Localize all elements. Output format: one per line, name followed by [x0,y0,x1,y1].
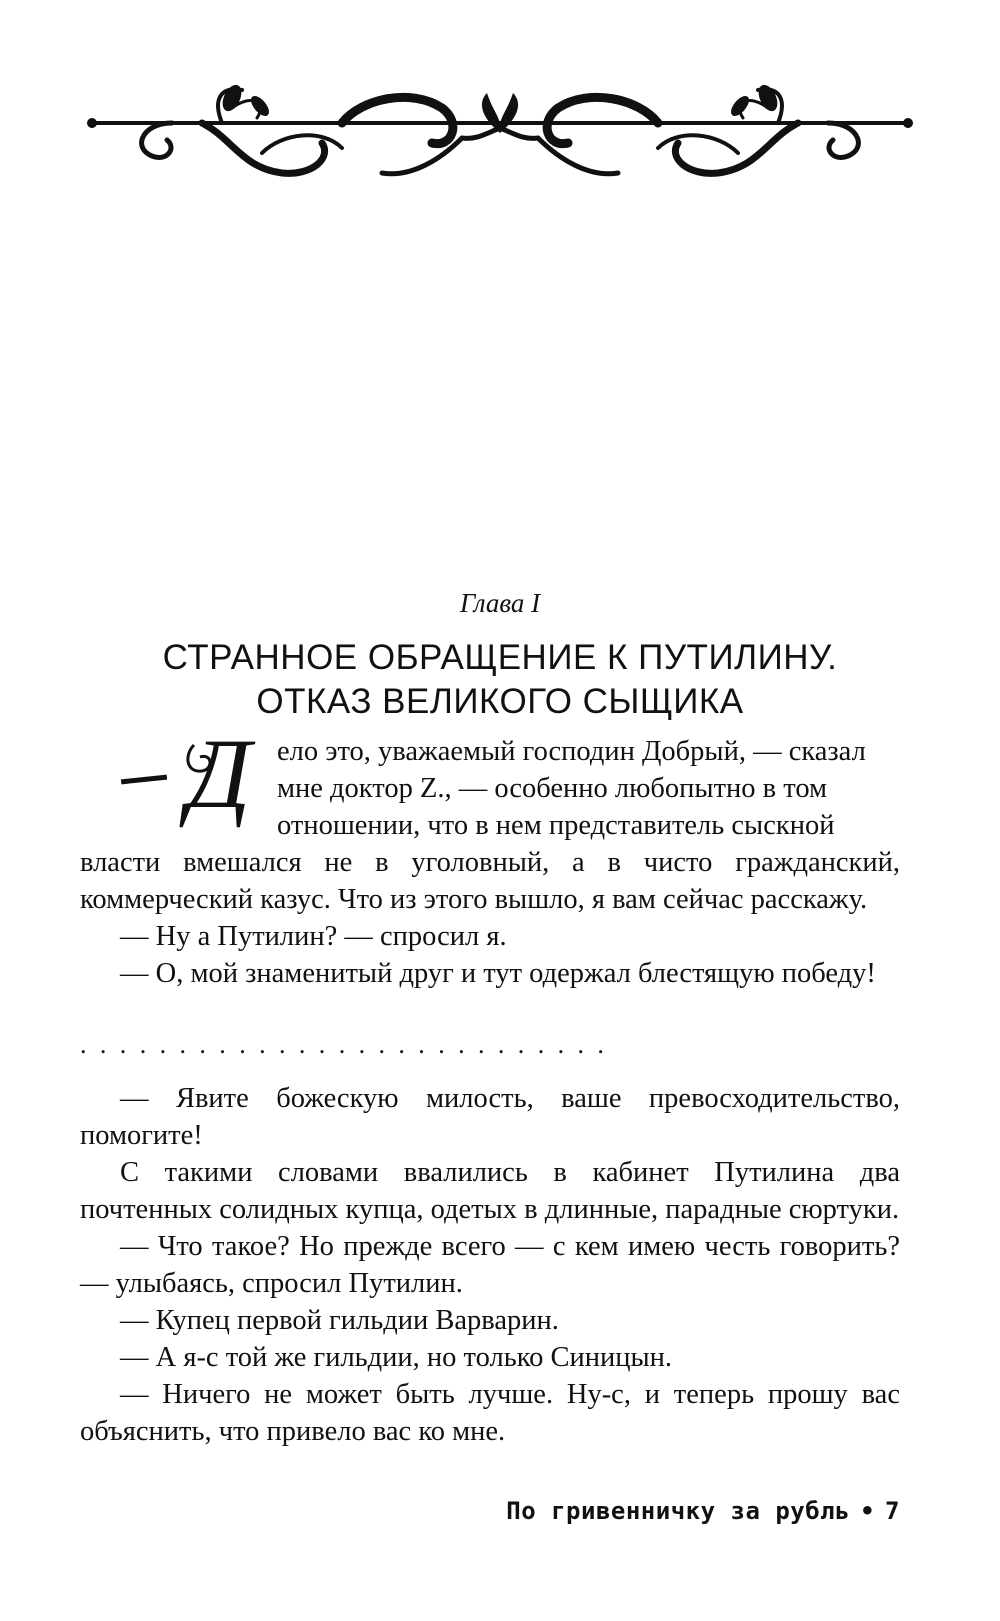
paragraph-8: — Ничего не может быть лучше. Ну-с, и теперь прошу вас объяснить, что привело вас ко мне. [80,1379,900,1447]
paragraph-7: — А я-с той же гильдии, но только Синицын. [120,1342,673,1373]
chapter-title-line-1: СТРАННОЕ ОБРАЩЕНИЕ К ПУТИЛИНУ. [162,638,838,677]
lead-paragraph-rest: власти вмешался не в уголовный, а в чисто гражданский, коммерческий казус. Что из этого вышло, я вам сейчас расскажу. [80,847,900,915]
chapter-title-line-2: ОТКАЗ ВЕЛИКОГО СЫЩИКА [256,682,744,721]
lead-line-2: мне доктор Z., — особенно любопытно в том [277,773,828,804]
page-footer [506,1497,900,1525]
footer-separator: • [860,1497,876,1525]
section-separator: ........................... [80,1030,618,1059]
lead-paragraph [80,725,900,844]
paragraph-1: — Ну а Путилин? — спросил я. [120,921,507,952]
paragraph-5: — Что такое? Но прежде всего — с кем имею честь говорить? — улыбаясь, спросил Путилин. [80,1231,900,1299]
body-text [80,725,900,1450]
paragraph-4: С такими словами ввалились в кабинет Путилина два почтенных солидных купца, одетых в длинные, парадные сюртуки. [80,1157,900,1225]
drop-cap-dash [121,775,167,785]
decorative-ornament [82,78,918,198]
drop-cap-text: Д [187,725,251,829]
paragraph-3: — Явите божескую милость, ваше превосходительство, помогите! [80,1083,900,1151]
drop-cap-letter [164,725,274,837]
paragraph-6: — Купец первой гильдии Варварин. [120,1305,559,1336]
chapter-title [0,636,1000,724]
lead-line-1: ело это, уважаемый господин Добрый, — сказал [277,736,866,767]
footer-book-title: По гривенничку за рубль [506,1497,851,1525]
paragraph-2: — О, мой знаменитый друг и тут одержал блестящую победу! [120,958,876,989]
chapter-label: Глава I [459,588,541,618]
page-number: 7 [885,1497,900,1525]
lead-line-3: отношении, что в нем представитель сыскной [277,810,835,841]
